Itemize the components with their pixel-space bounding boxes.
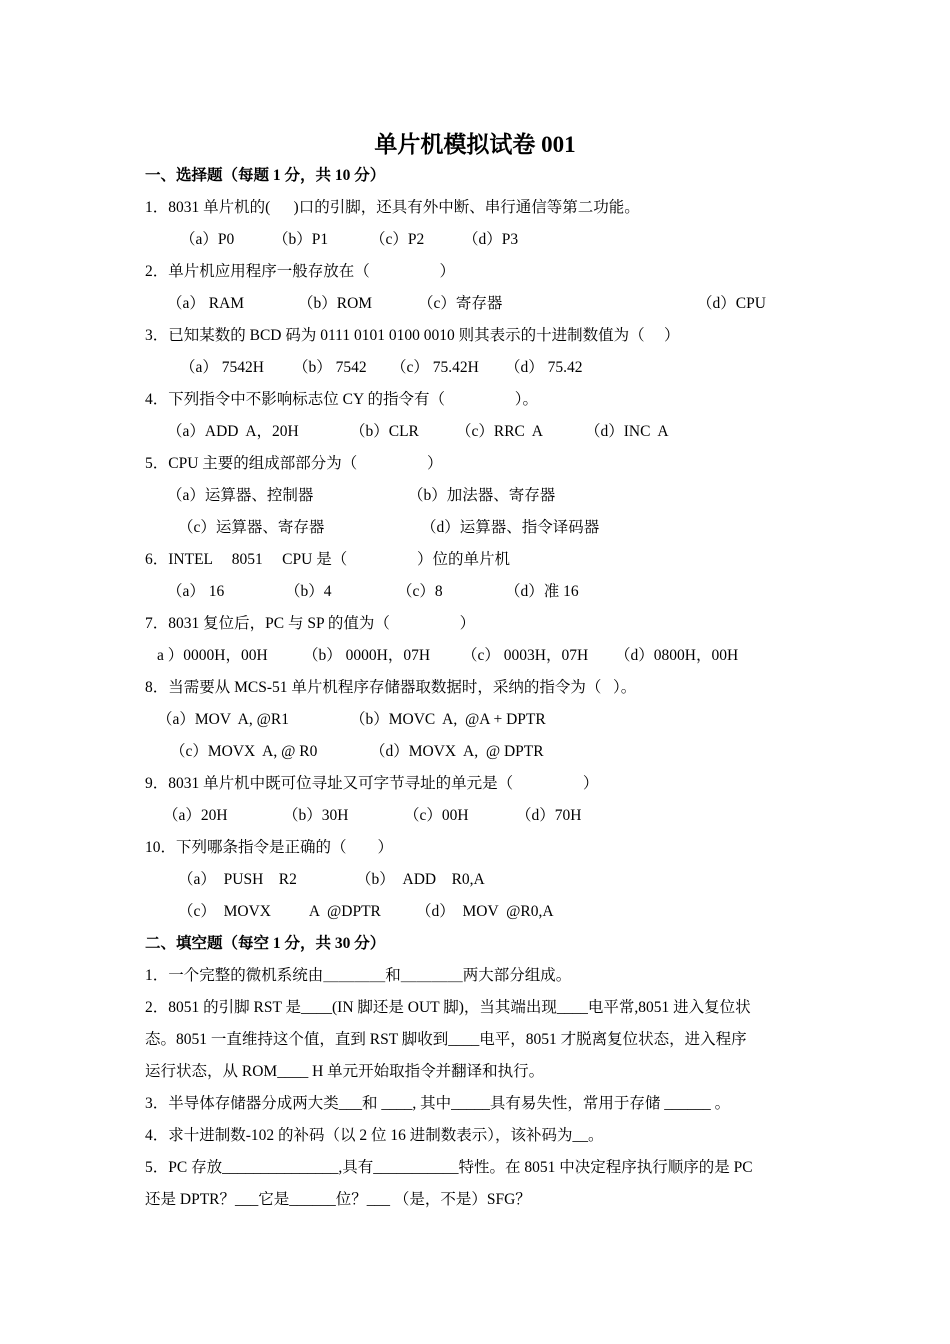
q2-option-b: （b）ROM: [298, 295, 373, 312]
q6-option-a: （a） 16: [167, 583, 225, 600]
question-2: 2．单片机应用程序一般存放在（ ）: [145, 263, 456, 280]
q3-option-a: （a） 7542H: [180, 359, 264, 376]
q9-option-a: （a）20H: [163, 807, 228, 824]
q5-option-a: （a）运算器、控制器: [167, 487, 314, 504]
q5-option-d: （d）运算器、指令译码器: [421, 519, 600, 536]
q8-option-b: （b）MOVC A, @A + DPTR: [350, 711, 546, 728]
q1-option-d: （d）P3: [463, 231, 519, 248]
q5-option-c: （c）运算器、寄存器: [178, 519, 325, 536]
q5-option-b: （b）加法器、寄存器: [408, 487, 556, 504]
q9-option-d: （d）70H: [516, 807, 582, 824]
question-9: 9．8031 单片机中既可位寻址又可字节寻址的单元是（ ）: [145, 775, 599, 792]
q1-option-a: （a）P0: [180, 231, 235, 248]
q8-option-c: （c）MOVX A, @ R0: [170, 743, 318, 760]
fill-question-2-line-1: 2．8051 的引脚 RST 是____(IN 脚还是 OUT 脚)，当其端出现____电平常,8051 进入复位状: [145, 999, 751, 1016]
q4-option-b: （b）CLR: [350, 423, 419, 440]
section-heading-choice: 一、选择题（每题 1 分，共 10 分）: [145, 167, 386, 184]
q2-option-d: （d）CPU: [697, 295, 766, 312]
question-5: 5．CPU 主要的组成部部分为（ ）: [145, 455, 443, 472]
q10-option-d: （d） MOV @R0,A: [416, 903, 554, 920]
q6-option-c: （c）8: [397, 583, 443, 600]
question-6: 6．INTEL 8051 CPU 是（ ）位的单片机: [145, 551, 510, 568]
q10-option-a: （a） PUSH R2: [178, 871, 297, 888]
q2-option-c: （c）寄存器: [418, 295, 503, 312]
question-4: 4．下列指令中不影响标志位 CY 的指令有（ ）。: [145, 391, 538, 408]
question-7: 7．8031 复位后，PC 与 SP 的值为（ ）: [145, 615, 476, 632]
fill-question-2-line-3: 运行状态，从 ROM____ H 单元开始取指令并翻译和执行。: [145, 1063, 545, 1080]
q8-option-d: （d）MOVX A, @ DPTR: [370, 743, 544, 760]
q3-option-d: （d） 75.42: [505, 359, 583, 376]
q4-option-d: （d）INC A: [585, 423, 669, 440]
fill-question-1: 1．一个完整的微机系统由＿＿＿＿和＿＿＿＿两大部分组成。: [145, 967, 572, 984]
q7-option-b: （b） 0000H，07H: [303, 647, 431, 664]
q3-option-c: （c） 75.42H: [391, 359, 479, 376]
section-heading-fill: 二、填空题（每空 1 分，共 30 分）: [145, 935, 386, 952]
q7-option-d: （d）0800H，00H: [615, 647, 739, 664]
question-10: 10．下列哪条指令是正确的（ ）: [145, 839, 394, 856]
q1-option-b: （b）P1: [273, 231, 329, 248]
q7-option-c: （c） 0003H，07H: [462, 647, 589, 664]
q7-option-a: a ）0000H，00H: [157, 647, 268, 664]
q4-option-a: （a）ADD A，20H: [167, 423, 299, 440]
q8-option-a: （a）MOV A, @R1: [157, 711, 289, 728]
fill-question-5-line-1: 5．PC 存放_______________,具有___________特性。在 8051 中决定程序执行顺序的是 PC: [145, 1159, 753, 1176]
fill-question-5-line-2: 还是 DPTR？___它是______位？___ （是，不是）SFG？: [145, 1191, 531, 1208]
fill-question-2-line-2: 态。8051 一直维持这个值，直到 RST 脚收到____电平，8051 才脱离复位状态，进入程序: [145, 1031, 747, 1048]
q9-option-c: （c）00H: [404, 807, 469, 824]
q1-option-c: （c）P2: [370, 231, 425, 248]
question-8: 8．当需要从 MCS-51 单片机程序存储器取数据时，采纳的指令为（ ）。: [145, 679, 637, 696]
question-3: 3．已知某数的 BCD 码为 0111 0101 0100 0010 则其表示的十进制数值为（ ）: [145, 327, 680, 344]
question-1: 1．8031 单片机的( )口的引脚，还具有外中断、串行通信等第二功能。: [145, 199, 640, 216]
q10-option-b: （b） ADD R0,A: [356, 871, 485, 888]
q3-option-b: （b） 7542: [293, 359, 367, 376]
page-title: 单片机模拟试卷 001: [374, 132, 576, 157]
q6-option-d: （d）准 16: [505, 583, 579, 600]
q10-option-c: （c） MOVX A @DPTR: [178, 903, 381, 920]
fill-question-4: 4．求十进制数-102 的补码（以 2 位 16 进制数表示），该补码为__。: [145, 1127, 604, 1144]
q9-option-b: （b）30H: [283, 807, 349, 824]
q2-option-a: （a） RAM: [167, 295, 245, 312]
q4-option-c: （c）RRC A: [456, 423, 543, 440]
fill-question-3: 3．半导体存储器分成两大类___和 ____, 其中_____具有易失性，常用于存储 ______ 。: [145, 1095, 731, 1112]
q6-option-b: （b）4: [285, 583, 332, 600]
